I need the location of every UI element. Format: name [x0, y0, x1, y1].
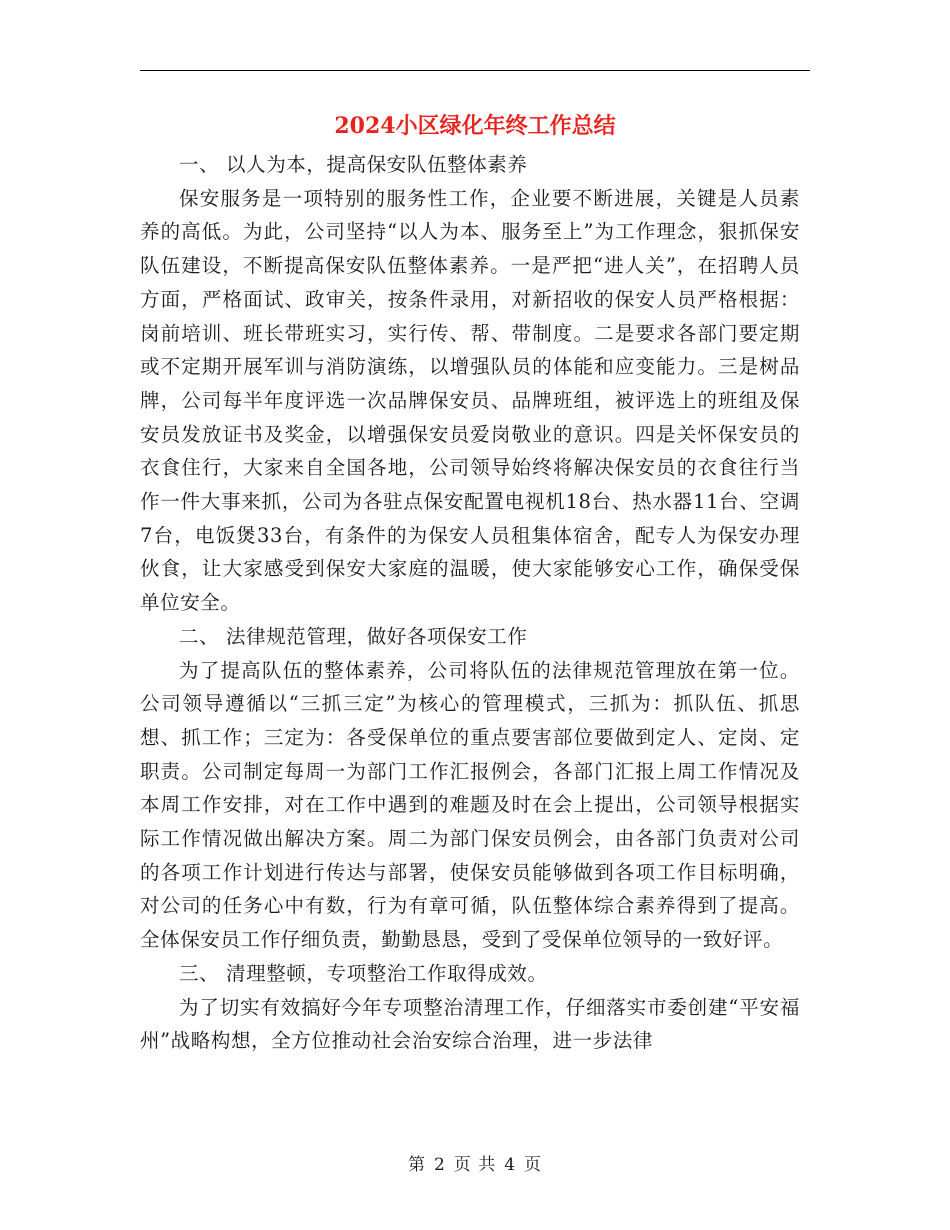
page-footer: [140, 1153, 810, 1177]
section-heading-2: 二、 法律规范管理，做好各项保安工作: [179, 624, 528, 648]
paragraph-2: 为了提高队伍的整体素养，公司将队伍的法律规范管理放在第一位。公司领导遵循以“三抓三定”为核心的管理模式，三抓为：抓队伍、抓思想、抓工作；三定为：各受保单位的重点要害部位要做到定人、定岗、定职责。公司制定每周一为部门工作汇报例会，各部门汇报上周工作情况及本周工作安排，对在工作中遇到的难题及时在会上提出，公司领导根据实际工作情况做出解决方案。周二为部门保安员例会，由各部门负责对公司的各项工作计划进行传达与部署，使保安员能够做到各项工作目标明确，对公司的任务心中有数，行为有章可循，队伍整体综合素养得到了提高。全体保安员工作仔细负责，勤勤恳恳，受到了受保单位领导的一致好评。: [140, 658, 800, 952]
footer-prefix: 第: [407, 1155, 426, 1175]
section-heading-3: 三、 清理整顿，专项整治工作取得成效。: [179, 961, 548, 985]
paragraph-1: 保安服务是一项特别的服务性工作，企业要不断进展，关键是人员素养的高低。为此，公司坚持“以人为本、服务至上”为工作理念，狠抓保安队伍建设，不断提高保安队伍整体素养。一是严把“进人关”，在招聘人员方面，严格面试、政审关，按条件录用，对新招收的保安人员严格根据：岗前培训、班长带班实习，实行传、帮、带制度。二是要求各部门要定期或不定期开展军训与消防演练，以增强队员的体能和应变能力。三是树品牌，公司每半年度评选一次品牌保安员、品牌班组，被评选上的班组及保安员发放证书及奖金，以增强保安员爱岗敬业的意识。四是关怀保安员的衣食住行，大家来自全国各地，公司领导始终将解决保安员的衣食往行当作一件大事来抓，公司为各驻点保安配置电视机18台、热水器11台、空调7台，电饭煲33台，有条件的为保安人员租集体宿舍，配专人为保安办理伙食，让大家感受到保安大家庭的温暖，使大家能够安心工作，确保受保单位安全。: [140, 186, 800, 615]
footer-suffix: 页: [524, 1155, 543, 1175]
document-body: [140, 148, 800, 1058]
section-heading-1: 一、 以人为本，提高保安队伍整体素养: [179, 153, 528, 176]
header-rule: [140, 70, 810, 71]
footer-total-pages: 4: [504, 1155, 517, 1175]
footer-page-number: 2: [433, 1155, 446, 1175]
footer-middle: 页 共: [453, 1155, 497, 1175]
paragraph-3: 为了切实有效搞好今年专项整治清理工作，仔细落实市委创建“平安福州”战略构想，全方位推动社会治安综合治理，进一步法律: [140, 995, 800, 1053]
document-title: 2024小区绿化年终工作总结: [334, 113, 616, 139]
